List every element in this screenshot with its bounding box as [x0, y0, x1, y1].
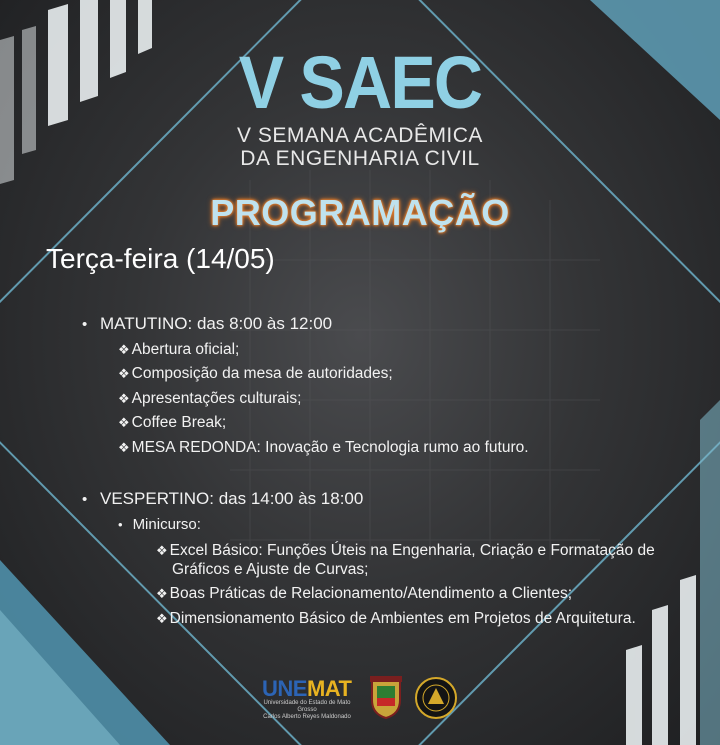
diamond-bullet-icon: ❖: [118, 440, 130, 455]
event-subtitle: [0, 124, 720, 170]
diamond-bullet-icon: ❖: [156, 543, 168, 558]
logo-bar: [0, 672, 720, 724]
subtitle-line-2: DA ENGENHARIA CIVIL: [240, 147, 480, 170]
morning-label: • MATUTINO: das 8:00 às 12:00: [82, 314, 333, 333]
day-heading: Terça-feira (14/05): [46, 243, 275, 274]
minicurso-label: • Minicurso:: [118, 516, 201, 533]
diamond-bullet-icon: ❖: [118, 391, 130, 406]
list-item: ❖ Composição da mesa de autoridades;: [118, 365, 393, 382]
list-item: ❖ MESA REDONDA: Inovação e Tecnologia rumo ao futuro.: [118, 439, 529, 456]
course-crest-icon: [366, 674, 406, 720]
bullet-icon: •: [82, 316, 88, 333]
list-item-continuation: Gráficos e Ajuste de Curvas;: [172, 561, 369, 578]
diamond-bullet-icon: ❖: [118, 415, 130, 430]
list-item: ❖ Abertura oficial;: [118, 341, 240, 358]
diamond-bullet-icon: ❖: [156, 611, 168, 626]
event-title: V SAEC: [238, 41, 482, 124]
afternoon-label: • VESPERTINO: das 14:00 às 18:00: [82, 489, 364, 508]
list-item: ❖ Excel Básico: Funções Úteis na Engenharia, Criação e Formatação de: [156, 542, 655, 559]
diamond-bullet-icon: ❖: [118, 342, 130, 357]
list-item: ❖ Apresentações culturais;: [118, 390, 302, 407]
bullet-icon: •: [118, 517, 123, 532]
subtitle-line-1: V SEMANA ACADÊMICA: [237, 124, 483, 147]
list-item: ❖ Boas Práticas de Relacionamento/Atendimento a Clientes;: [156, 585, 573, 602]
list-item: ❖ Coffee Break;: [118, 414, 227, 431]
diamond-bullet-icon: ❖: [118, 366, 130, 381]
list-item: ❖ Dimensionamento Básico de Ambientes em Projetos de Arquitetura.: [156, 610, 636, 627]
engineering-seal-icon: [414, 676, 458, 720]
section-heading: PROGRAMAÇÃO: [210, 192, 510, 233]
unemat-logo: UNEMAT Universidade do Estado de Mato Grosso Carlos Alberto Reyes Maldonado: [262, 676, 352, 720]
bullet-icon: •: [82, 491, 88, 508]
diamond-bullet-icon: ❖: [156, 586, 168, 601]
